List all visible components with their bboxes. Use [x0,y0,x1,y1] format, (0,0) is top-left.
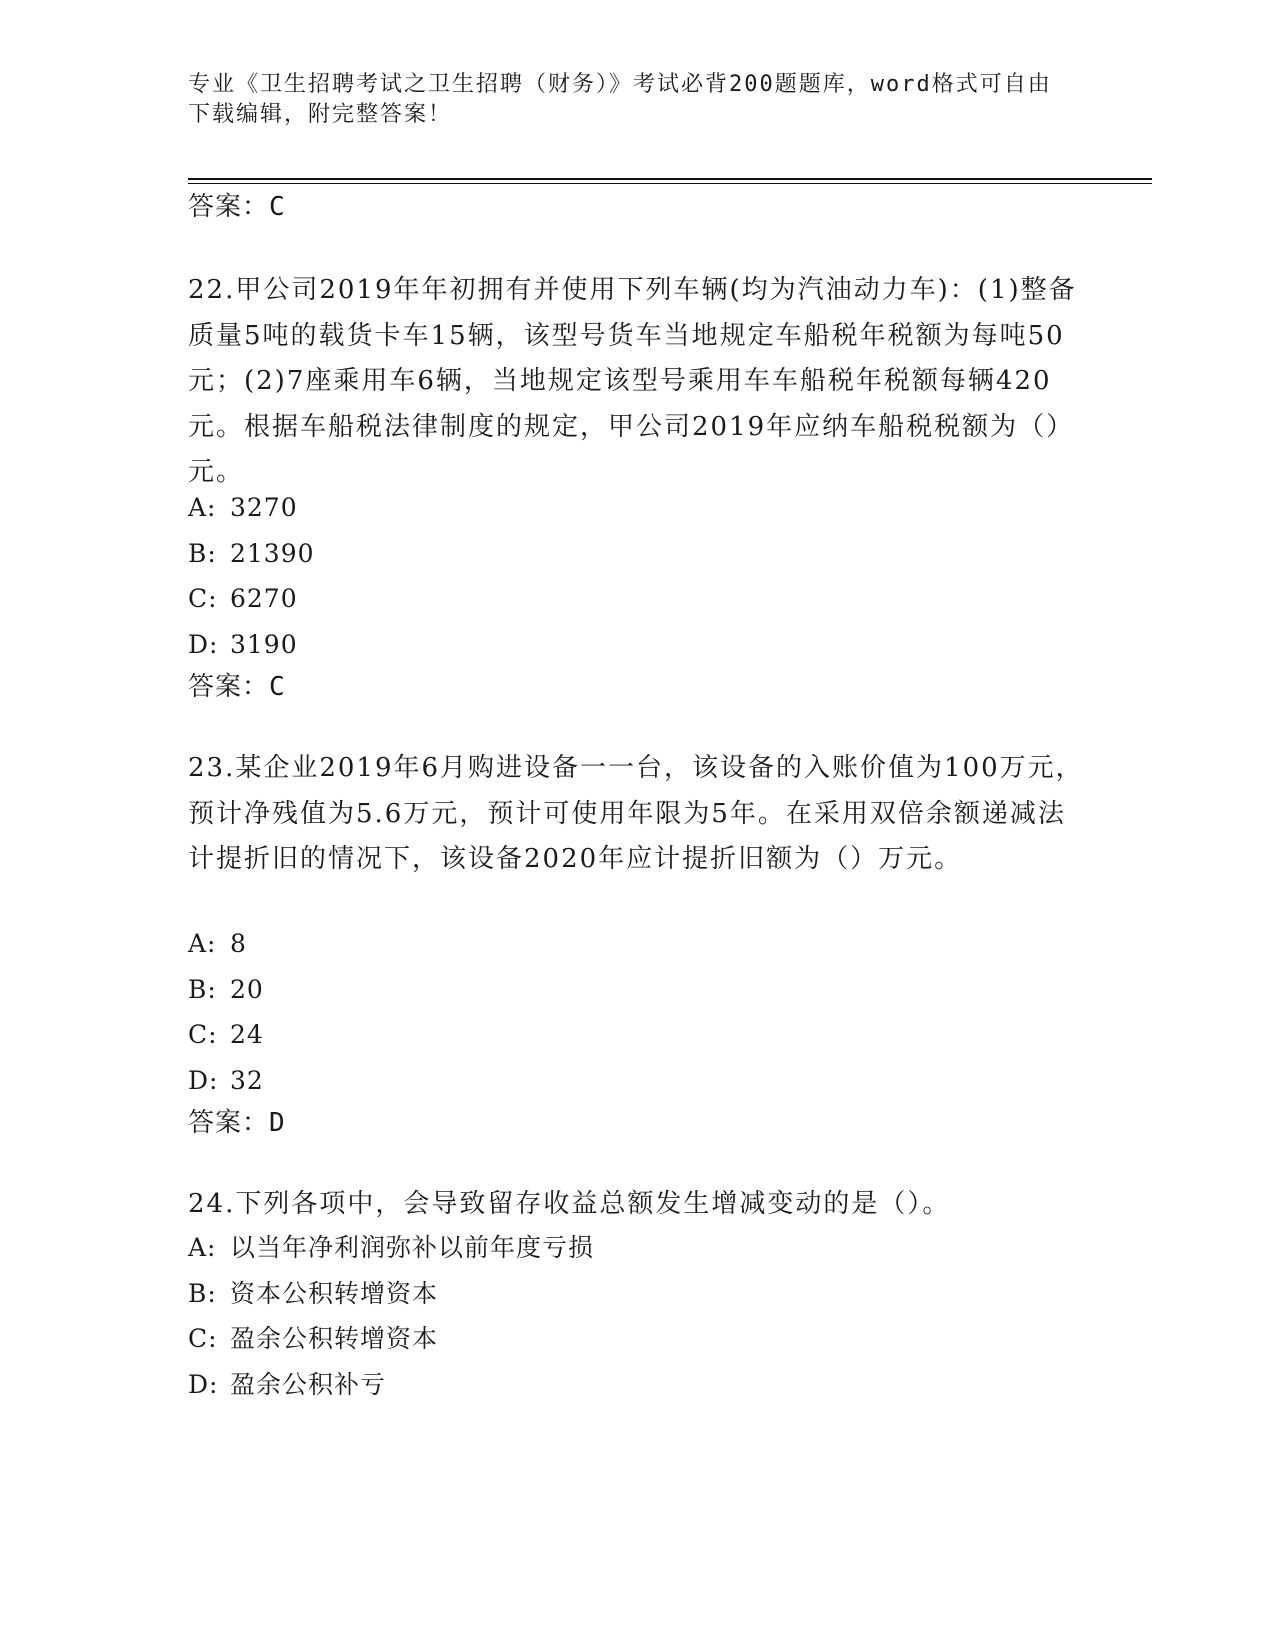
question-24: 24.下列各项中，会导致留存收益总额发生增减变动的是（）。 [188,1189,951,1219]
answer-line [188,1102,286,1139]
option-a: A: 8 [188,929,247,958]
option-c: C: 24 [188,1020,264,1049]
option-a: A: 以当年净利润弥补以前年度亏损 [188,1233,595,1262]
answer-label: 答案： [188,192,270,222]
option-b: B: 21390 [188,538,315,568]
option-b: B: 20 [188,974,264,1004]
option-d: D: 32 [188,1065,264,1095]
option-d: D: 盈余公积补亏 [188,1369,387,1399]
document-header: 专业《卫生招聘考试之卫生招聘（财务）》考试必背200题题库，word格式可自由下载编辑，附完整答案！ [188,72,1052,127]
question-23: 23.某企业2019年6月购进设备一一台，该设备的入账价值为100万元，预计净残值为5.6万元，预计可使用年限为5年。在采用双倍余额递减法计提折旧的情况下，该设备2020年应计提折旧额为（）万元。 [188,753,1084,874]
option-c: C: 盈余公积转增资本 [188,1324,439,1353]
option-c: C: 6270 [188,584,298,613]
option-a: A: 3270 [188,493,298,522]
answer-value: D [269,1108,286,1138]
answer-value: C [269,192,286,222]
answer-line [188,666,286,703]
question-22: 22.甲公司2019年年初拥有并使用下列车辆(均为汽油动力车)：(1)整备质量5吨的载货卡车15辆，该型号货车当地规定车船税年税额为每吨50元；(2)7座乘用车6辆，当地规定该型号乘用车车船税年税额每辆420元。根据车船税法律制度的规定，甲公司2019年应纳车船税税额为（）元。 [188,275,1077,487]
answer-line [188,186,286,223]
answer-label: 答案： [188,672,270,702]
header-rule-thin [188,183,1152,184]
option-d: D: 3190 [188,629,298,659]
answer-label: 答案： [188,1108,270,1138]
options-23 [188,921,264,1103]
answer-value: C [269,672,286,702]
option-b: B: 资本公积转增资本 [188,1278,439,1308]
options-22 [188,485,315,667]
options-24 [188,1225,594,1407]
header-rule-thick [188,178,1152,180]
